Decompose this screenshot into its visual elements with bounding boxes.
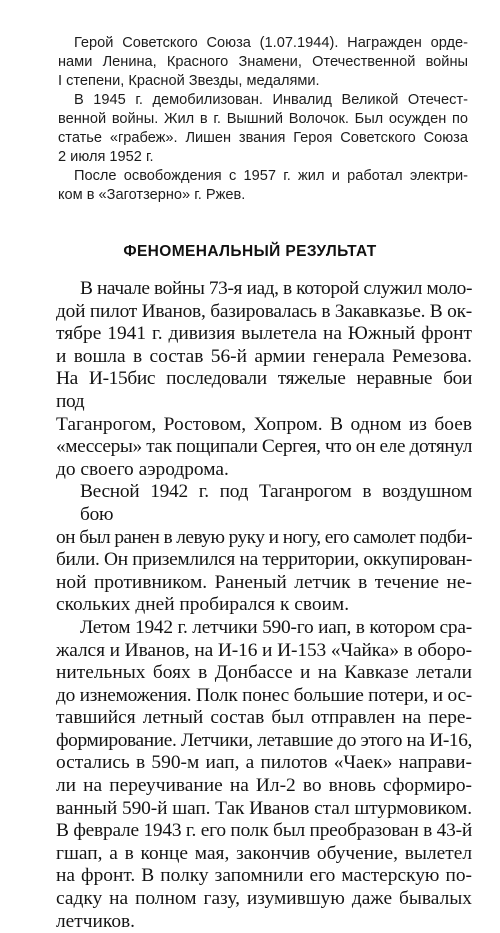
bio-line: В 1945 г. демобилизован. Инвалид Великой Отечест- — [74, 92, 468, 108]
bio-line: I степени, Красной Звезды, медалями. — [58, 73, 320, 89]
bio-line: После освобождения с 1957 г. жил и работал электри- — [74, 168, 468, 184]
body-line: дой пилот Иванов, базировалась в Закавказье. В ок- — [56, 300, 472, 322]
body-line: садку на полном газу, изумившую даже бывалых — [56, 888, 472, 910]
bio-line: ком в «Заготзерно» г. Ржев. — [58, 187, 246, 203]
chapter-title: ФЕНОМЕНАЛЬНЫЙ РЕЗУЛЬТАТ — [123, 243, 377, 260]
body-line: На И-15бис последовали тяжелые неравные бои под — [56, 368, 472, 412]
bio-line: нами Ленина, Красного Знамени, Отечественной войны — [58, 54, 468, 70]
body-line: до своего аэродрома. — [56, 458, 229, 480]
body-line: ной противником. Раненый летчик в течение не- — [56, 571, 472, 593]
body-line: скольких дней пробирался к своим. — [56, 594, 350, 616]
biography-notes — [58, 34, 468, 205]
bio-line: 2 июля 1952 г. — [58, 149, 154, 165]
body-line: ванный 590-й шап. Так Иванов стал штурмовиком. — [56, 797, 472, 819]
body-line: тябре 1941 г. дивизия вылетела на Южный фронт — [56, 323, 472, 345]
body-line: нительных боях в Донбассе и на Кавказе летали — [56, 662, 472, 684]
body-line: летчиков. — [56, 910, 136, 932]
body-line: В феврале 1943 г. его полк был преобразован в 43-й — [56, 820, 472, 842]
body-line: формирование. Летчики, летавшие до этого на И-16, — [56, 729, 472, 751]
body-line: он был ранен в левую руку и ногу, его самолет подби- — [56, 526, 473, 548]
body-line: били. Он приземлился на территории, оккупирован- — [56, 549, 472, 571]
body-line: тавшийся летный состав был отправлен на пере- — [56, 707, 472, 729]
body-line: ли на переучивание на Ил-2 во вновь сформиро- — [56, 775, 472, 797]
body-line: и вошла в состав 56-й армии генерала Ремезова. — [56, 345, 472, 367]
bio-line: венной войны. Жил в г. Вышний Волочок. Был осужден по — [58, 111, 468, 127]
body-line: гшап, а в конце мая, закончив обучение, вылетел — [56, 842, 472, 864]
body-line: Летом 1942 г. летчики 590-го иап, в котором сра- — [80, 616, 473, 638]
body-line: на фронт. В полку запомнили его мастерскую по- — [56, 865, 472, 887]
body-line: жался и Иванов, на И-16 и И-153 «Чайка» в оборо- — [56, 639, 472, 661]
body-line: «мессеры» так пощипали Сергея, что он еле дотянул — [56, 436, 472, 458]
chapter-body — [56, 278, 472, 933]
body-line: Таганрогом, Ростовом, Хопром. В одном из боев — [56, 413, 472, 435]
bio-line: Герой Советского Союза (1.07.1944). Награжден орде- — [74, 35, 468, 51]
bio-line: статье «грабеж». Лишен звания Героя Советского Союза — [58, 130, 468, 146]
body-line: остались в 590-м иап, а пилотов «Чаек» направи- — [56, 752, 472, 774]
body-line: до изнеможения. Полк понес большие потери, и ос- — [56, 684, 472, 706]
body-line: Весной 1942 г. под Таганрогом в воздушном бою — [80, 481, 472, 525]
body-line: В начале войны 73-я иад, в которой служил моло- — [80, 278, 472, 299]
